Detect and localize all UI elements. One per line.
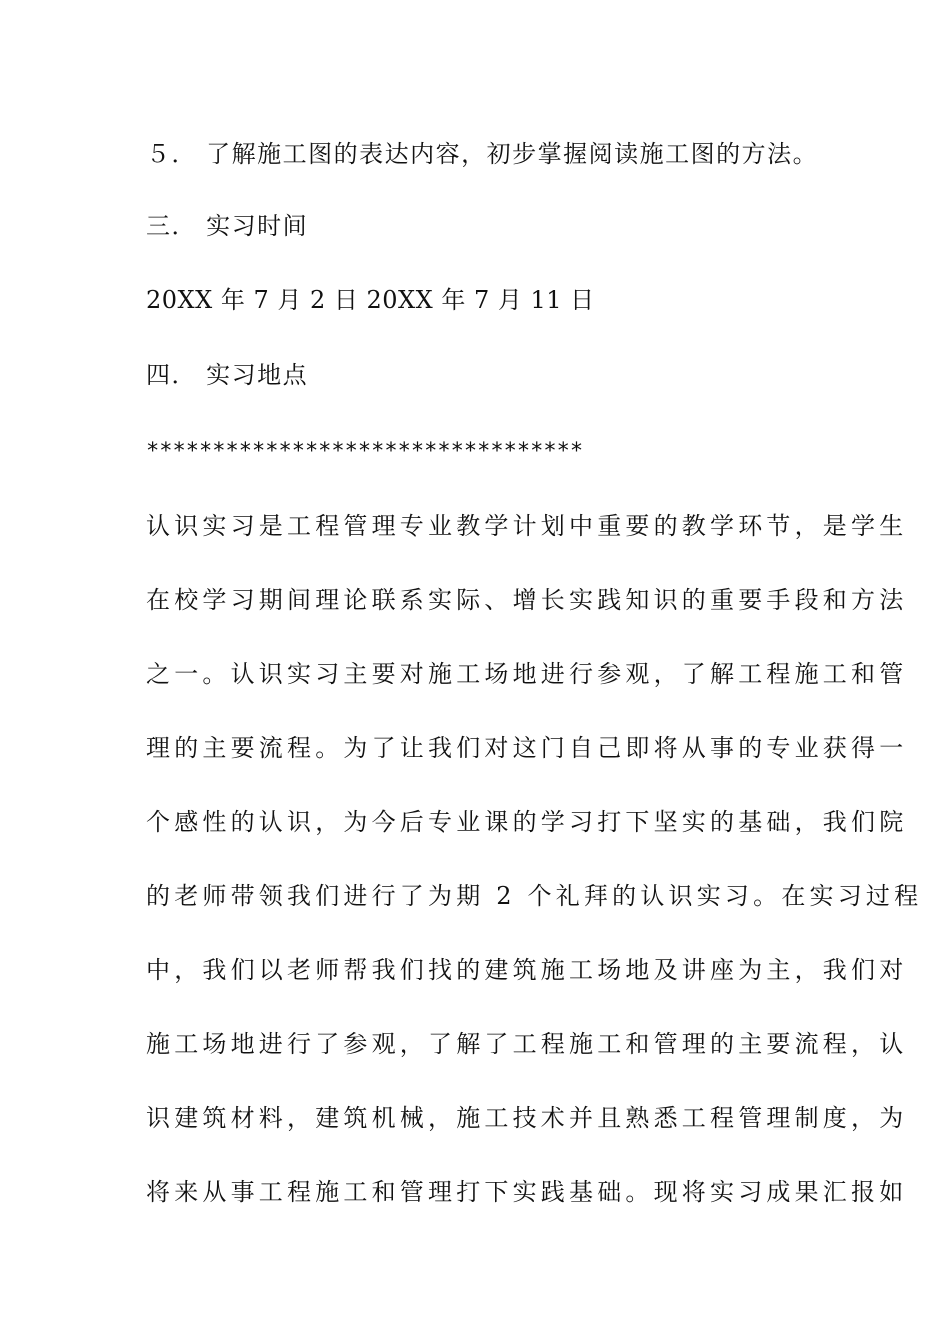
paragraph-line: 施工场地进行了参观，了解了工程施工和管理的主要流程，认 — [146, 1030, 908, 1058]
paragraph-line: 理的主要流程。为了让我们对这门自己即将从事的专业获得一 — [146, 734, 908, 762]
section-heading-time: 三． 实习时间 — [146, 212, 309, 240]
list-item-5: ５． 了解施工图的表达内容，初步掌握阅读施工图的方法。 — [146, 140, 819, 168]
redacted-location-stars: ********************************* — [146, 439, 584, 464]
paragraph-line: 认识实习是工程管理专业教学计划中重要的教学环节，是学生 — [146, 512, 908, 540]
paragraph-line: 将来从事工程施工和管理打下实践基础。现将实习成果汇报如 — [146, 1178, 908, 1206]
section-heading-location: 四． 实习地点 — [146, 361, 309, 389]
paragraph-line: 的老师带领我们进行了为期 2 个礼拜的认识实习。在实习过程 — [146, 882, 923, 910]
paragraph-line: 在校学习期间理论联系实际、增长实践知识的重要手段和方法 — [146, 586, 908, 614]
paragraph-line: 之一。认识实习主要对施工场地进行参观，了解工程施工和管 — [146, 660, 908, 688]
paragraph-line: 个感性的认识，为今后专业课的学习打下坚实的基础，我们院 — [146, 808, 908, 836]
paragraph-line: 中，我们以老师帮我们找的建筑施工场地及讲座为主，我们对 — [146, 956, 908, 984]
date-range-text: 20XX 年 7 月 2 日 20XX 年 7 月 11 日 — [146, 286, 595, 314]
paragraph-line: 识建筑材料，建筑机械，施工技术并且熟悉工程管理制度，为 — [146, 1104, 908, 1132]
